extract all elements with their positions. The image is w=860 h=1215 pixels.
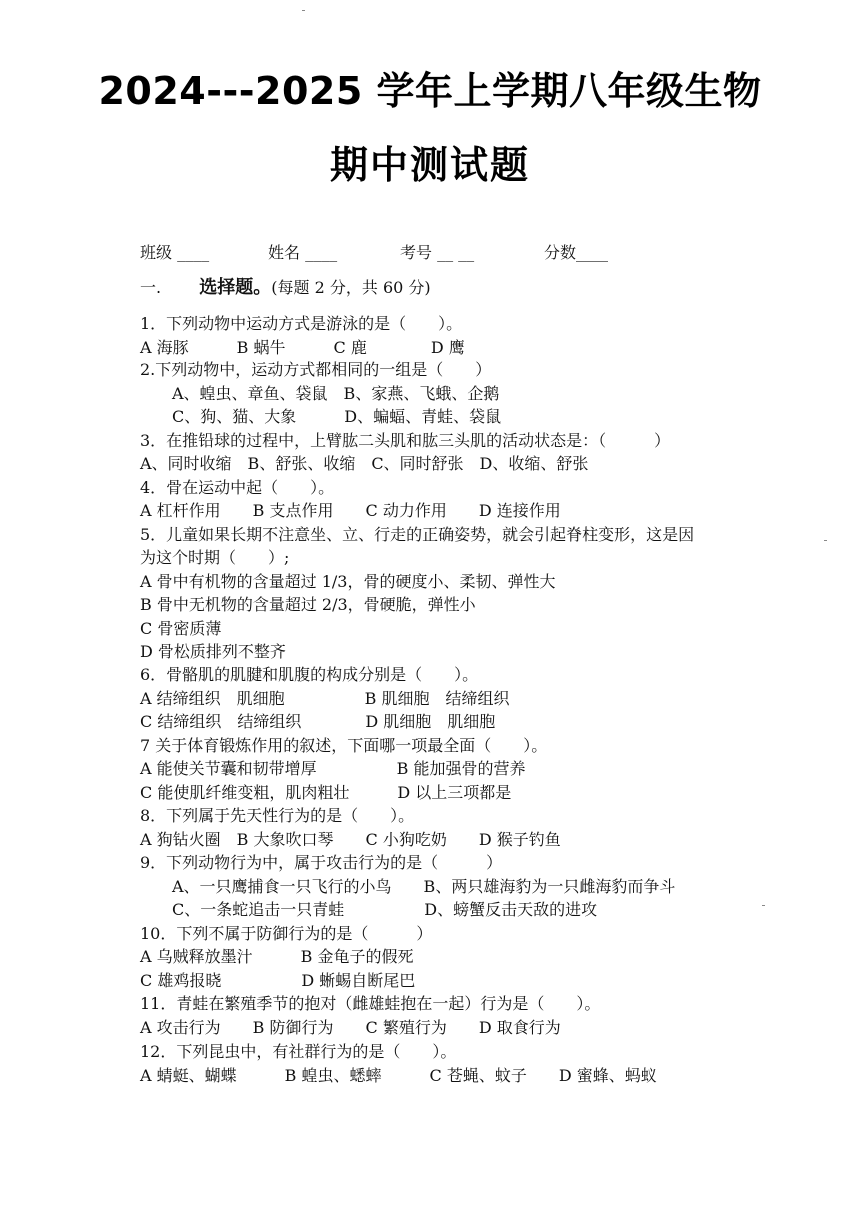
question-line: C 能使肌纤维变粗，肌肉粗壮 D 以上三项都是 — [140, 783, 512, 802]
score-field: 分数____ — [544, 243, 609, 262]
question-line: A 结缔组织 肌细胞 B 肌细胞 结缔组织 — [140, 689, 510, 708]
question-line: 9．下列动物行为中，属于攻击行为的是（ ） — [140, 853, 503, 872]
section-title: 选择题。 — [199, 277, 272, 298]
exam-number-field: 考号 __ __ — [400, 243, 475, 262]
question-line: A 骨中有机物的含量超过 1/3，骨的硬度小、柔韧、弹性大 — [140, 572, 556, 591]
scan-speck — [762, 905, 765, 906]
question-line: A 蜻蜓、蝴蝶 B 蝗虫、蟋蟀 C 苍蝇、蚊子 D 蜜蜂、蚂蚁 — [140, 1066, 657, 1085]
question-line: 1．下列动物中运动方式是游泳的是（ ）。 — [140, 314, 463, 333]
question-line: 为这个时期（ ）; — [140, 548, 290, 567]
question-line: A 乌贼释放墨汁 B 金龟子的假死 — [140, 947, 414, 966]
question-line: A、同时收缩 B、舒张、收缩 C、同时舒张 D、收缩、舒张 — [140, 454, 589, 473]
question-line: C 骨密质薄 — [140, 619, 222, 638]
exam-subtitle: 期中测试题 — [329, 143, 530, 187]
question-line: 12．下列昆虫中，有社群行为的是（ ）。 — [140, 1042, 457, 1061]
question-line: C、狗、猫、大象 D、蝙蝠、青蛙、袋鼠 — [140, 407, 502, 426]
question-line: 3．在推铅球的过程中，上臂肱二头肌和肱三头肌的活动状态是：（ ） — [140, 431, 671, 450]
section-heading — [140, 276, 431, 299]
question-line: 6．骨骼肌的肌腱和肌腹的构成分别是（ ）。 — [140, 665, 479, 684]
question-line: A 能使关节囊和韧带增厚 B 能加强骨的营养 — [140, 759, 526, 778]
question-line: 8．下列属于先天性行为的是（ ）。 — [140, 806, 415, 825]
question-line: C、一条蛇追击一只青蛙 D、螃蟹反击天敌的进攻 — [140, 900, 598, 919]
question-line: A 狗钻火圈 B 大象吹口琴 C 小狗吃奶 D 猴子钓鱼 — [140, 830, 561, 849]
question-line: B 骨中无机物的含量超过 2/3，骨硬脆，弹性小 — [140, 595, 476, 614]
question-line: A 杠杆作用 B 支点作用 C 动力作用 D 连接作用 — [140, 501, 561, 520]
question-line: 10．下列不属于防御行为的是（ ） — [140, 924, 433, 943]
class-field: 班级 ____ — [140, 243, 210, 262]
question-line: 11．青蛙在繁殖季节的抱对（雌雄蛙抱在一起）行为是（ ）。 — [140, 994, 601, 1013]
question-line: A、一只鹰捕食一只飞行的小鸟 B、两只雄海豹为一只雌海豹而争斗 — [140, 877, 676, 896]
scan-speck — [302, 10, 305, 11]
question-line: 4．骨在运动中起（ ）。 — [140, 478, 335, 497]
section-note: (每题 2 分，共 60 分) — [271, 278, 431, 297]
question-line: C 结缔组织 结缔组织 D 肌细胞 肌细胞 — [140, 712, 496, 731]
question-line: A 攻击行为 B 防御行为 C 繁殖行为 D 取食行为 — [140, 1018, 561, 1037]
question-line: 5．儿童如果长期不注意坐、立、行走的正确姿势，就会引起脊柱变形，这是因 — [140, 525, 695, 544]
exam-title: 2024---2025 学年上学期八年级生物 — [98, 69, 762, 113]
question-line: A、蝗虫、章鱼、袋鼠 B、家燕、飞蛾、企鹅 — [140, 384, 500, 403]
question-line: D 骨松质排列不整齐 — [140, 642, 286, 661]
student-info-row — [140, 240, 640, 266]
question-line: A 海豚 B 蜗牛 C 鹿 D 鹰 — [140, 338, 465, 357]
scan-speck — [824, 540, 827, 541]
name-field: 姓名 ____ — [268, 243, 338, 262]
section-number: 一. — [140, 278, 162, 297]
question-line: 7 关于体育锻炼作用的叙述，下面哪一项最全面（ ）。 — [140, 736, 548, 755]
question-line: 2.下列动物中，运动方式都相同的一组是（ ） — [140, 360, 492, 379]
question-line: C 雄鸡报晓 D 蜥蜴自断尾巴 — [140, 971, 416, 990]
